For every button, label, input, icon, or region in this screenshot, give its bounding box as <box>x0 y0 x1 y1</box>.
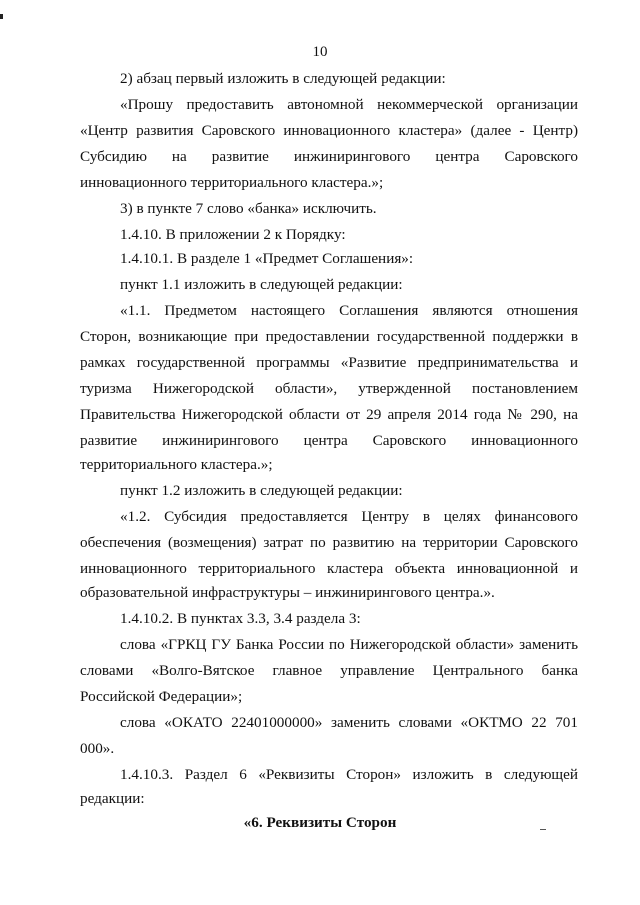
text-line: 1.4.10.3. Раздел 6 «Реквизиты Сторон» изложить в следующей <box>120 766 578 783</box>
text-line: «1.2. Субсидия предоставляется Центру в целях финансового <box>120 508 578 525</box>
text-line: образовательной инфраструктуры – инжинирингового центра.». <box>80 584 495 601</box>
text-line: слова «ОКАТО 22401000000» заменить словами «ОКТМО 22 701 <box>120 714 578 731</box>
text-line: 2) абзац первый изложить в следующей редакции: <box>120 70 446 87</box>
text-line: инновационного территориального кластера.»; <box>80 174 384 191</box>
text-line: пункт 1.2 изложить в следующей редакции: <box>120 482 403 499</box>
text-line: Российской Федерации»; <box>80 688 243 705</box>
page-number: 10 <box>312 44 328 60</box>
text-line: пункт 1.1 изложить в следующей редакции: <box>120 276 403 293</box>
text-line: развитие инжинирингового центра Саровского инновационного <box>80 432 578 449</box>
text-line: слова «ГРКЦ ГУ Банка России по Нижегородской области» заменить <box>120 636 578 653</box>
scan-artifact <box>0 14 3 19</box>
text-line: 1.4.10.2. В пунктах 3.3, 3.4 раздела 3: <box>120 610 361 627</box>
text-line: Субсидию на развитие инжинирингового центра Саровского <box>80 148 578 165</box>
text-line: туризма Нижегородской области», утвержденной постановлением <box>80 380 578 397</box>
text-line: Правительства Нижегородской области от 29 апреля 2014 года № 290, на <box>80 406 578 423</box>
text-line: редакции: <box>80 790 145 807</box>
text-line: 1.4.10.1. В разделе 1 «Предмет Соглашения»: <box>120 250 414 267</box>
text-line: Сторон, возникающие при предоставлении государственной поддержки в <box>80 328 578 345</box>
text-line: «Центр развития Саровского инновационного кластера» (далее - Центр) <box>80 122 578 139</box>
scan-artifact <box>540 829 546 830</box>
text-line: инновационного территориального кластера объекта инновационной и <box>80 560 578 577</box>
text-line: «Прошу предоставить автономной некоммерческой организации <box>120 96 578 113</box>
text-line: территориального кластера.»; <box>80 456 273 473</box>
text-line: словами «Волго-Вятское главное управление Центрального банка <box>80 662 578 679</box>
text-line: 3) в пункте 7 слово «банка» исключить. <box>120 200 377 217</box>
text-line: «1.1. Предметом настоящего Соглашения являются отношения <box>120 302 578 319</box>
text-line: 000». <box>80 740 115 757</box>
text-line: обеспечения (возмещения) затрат по развитию на территории Саровского <box>80 534 578 551</box>
section-heading: «6. Реквизиты Сторон <box>243 814 397 831</box>
text-line: рамках государственной программы «Развитие предпринимательства и <box>80 354 578 371</box>
text-line: 1.4.10. В приложении 2 к Порядку: <box>120 226 346 243</box>
